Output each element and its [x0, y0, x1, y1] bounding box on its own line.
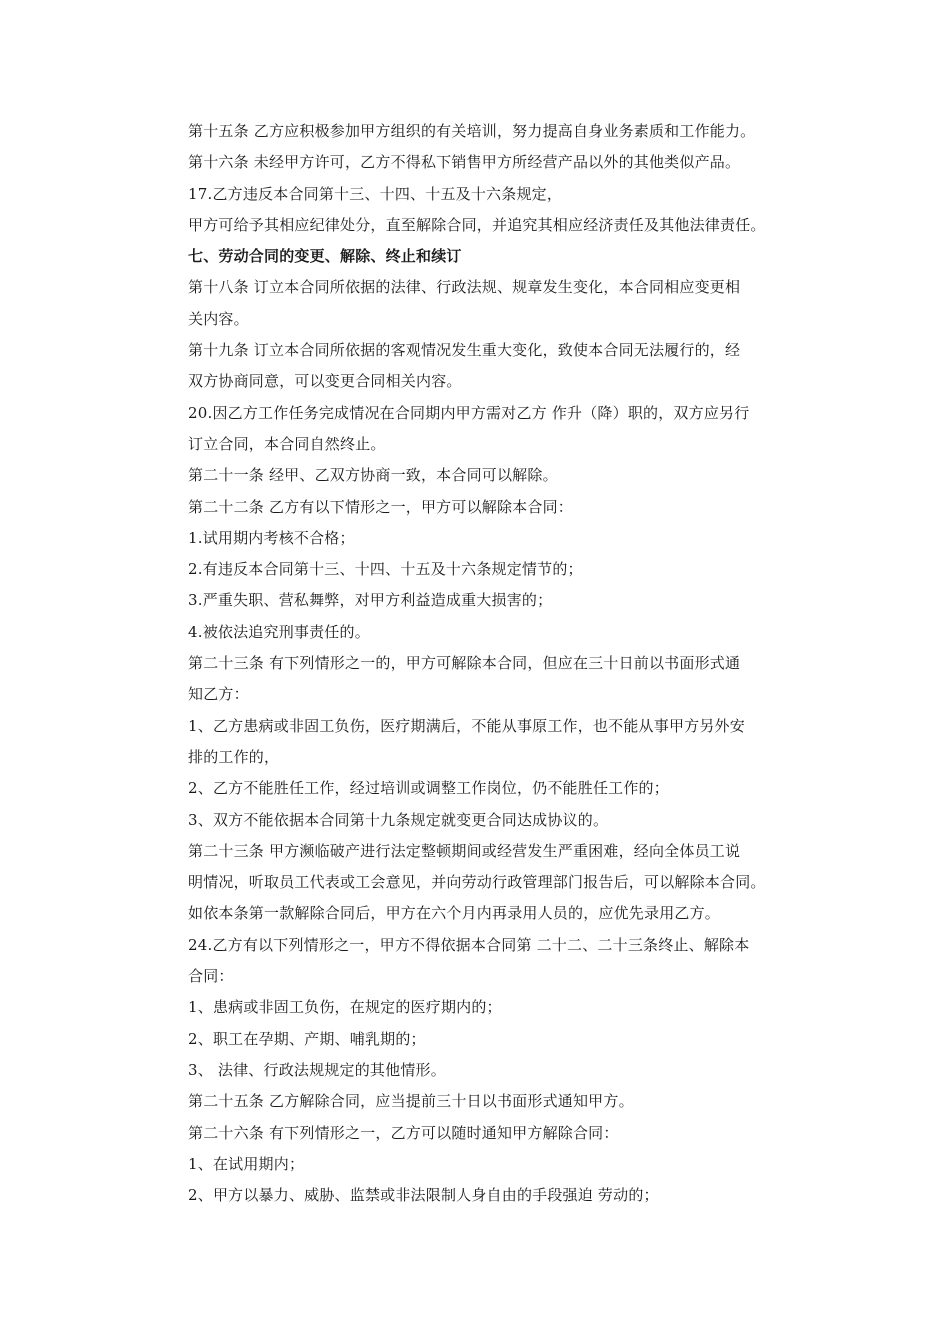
- clause-21: 第二十一条 经甲、乙双方协商一致，本合同可以解除。: [188, 466, 558, 485]
- clause-22-item-3: 3.严重失职、营私舞弊，对甲方利益造成重大损害的；: [188, 591, 553, 610]
- clause-16: 第十六条 未经甲方许可，乙方不得私下销售甲方所经营产品以外的其他类似产品。: [188, 153, 741, 172]
- clause-26-item-1: 1、在试用期内；: [188, 1154, 305, 1173]
- clause-24-continued: 合同：: [188, 967, 234, 986]
- clause-23a-item-2: 2、乙方不能胜任工作，经过培训或调整工作岗位，仍不能胜任工作的；: [188, 779, 669, 798]
- clause-23a-item-1: 1、乙方患病或非固工负伤，医疗期满后，不能从事原工作，也不能从事甲方另外安: [188, 716, 745, 735]
- clause-26-item-2: 2、甲方以暴力、威胁、监禁或非法限制人身自由的手段强迫 劳动的；: [188, 1186, 659, 1205]
- clause-23a-continued: 知乙方：: [188, 685, 249, 704]
- clause-23a-item-1-continued: 排的工作的，: [188, 747, 280, 766]
- section-heading-7: 七、劳动合同的变更、解除、终止和续订: [188, 247, 462, 266]
- clause-23a: 第二十三条 有下列情形之一的，甲方可解除本合同，但应在三十日前以书面形式通: [188, 654, 741, 673]
- clause-24-item-1: 1、患病或非固工负伤，在规定的医疗期内的；: [188, 998, 502, 1017]
- clause-22: 第二十二条 乙方有以下情形之一，甲方可以解除本合同：: [188, 497, 573, 516]
- clause-17-continued: 甲方可给予其相应纪律处分，直至解除合同，并追究其相应经济责任及其他法律责任。: [188, 215, 766, 234]
- clause-17: 17.乙方违反本合同第十三、十四、十五及十六条规定，: [188, 184, 563, 203]
- clause-19-continued: 双方协商同意，可以变更合同相关内容。: [188, 372, 462, 391]
- clause-25: 第二十五条 乙方解除合同，应当提前三十日以书面形式通知甲方。: [188, 1092, 634, 1111]
- clause-24-item-2: 2、职工在孕期、产期、哺乳期的；: [188, 1029, 426, 1048]
- clause-24-item-3: 3、 法律、行政法规规定的其他情形。: [188, 1060, 446, 1079]
- clause-23b-continued: 明情况，听取员工代表或工会意见，并向劳动行政管理部门报告后，可以解除本合同。: [188, 873, 766, 892]
- clause-23b-paragraph-2: 如依本条第一款解除合同后，甲方在六个月内再录用人员的，应优先录用乙方。: [188, 904, 721, 923]
- clause-26: 第二十六条 有下列情形之一，乙方可以随时通知甲方解除合同：: [188, 1123, 619, 1142]
- clause-23a-item-3: 3、双方不能依据本合同第十九条规定就变更合同达成协议的。: [188, 810, 609, 829]
- clause-22-item-1: 1.试用期内考核不合格；: [188, 528, 355, 547]
- clause-23b: 第二十三条 甲方濒临破产进行法定整顿期间或经营发生严重困难，经向全体员工说: [188, 841, 741, 860]
- clause-18-continued: 关内容。: [188, 309, 249, 328]
- clause-20-continued: 订立合同，本合同自然终止。: [188, 434, 386, 453]
- clause-22-item-2: 2.有违反本合同第十三、十四、十五及十六条规定情节的；: [188, 560, 583, 579]
- clause-22-item-4: 4.被依法追究刑事责任的。: [188, 622, 370, 641]
- clause-20: 20.因乙方工作任务完成情况在合同期内甲方需对乙方 作升（降）职的，双方应另行: [188, 403, 750, 422]
- document-body: [188, 121, 838, 1216]
- clause-19: 第十九条 订立本合同所依据的客观情况发生重大变化，致使本合同无法履行的，经: [188, 341, 741, 360]
- clause-15: 第十五条 乙方应积极参加甲方组织的有关培训，努力提高自身业务素质和工作能力。: [188, 122, 756, 140]
- clause-18: 第十八条 订立本合同所依据的法律、行政法规、规章发生变化，本合同相应变更相: [188, 278, 741, 297]
- clause-24: 24.乙方有以下列情形之一，甲方不得依据本合同第 二十二、二十三条终止、解除本: [188, 935, 750, 954]
